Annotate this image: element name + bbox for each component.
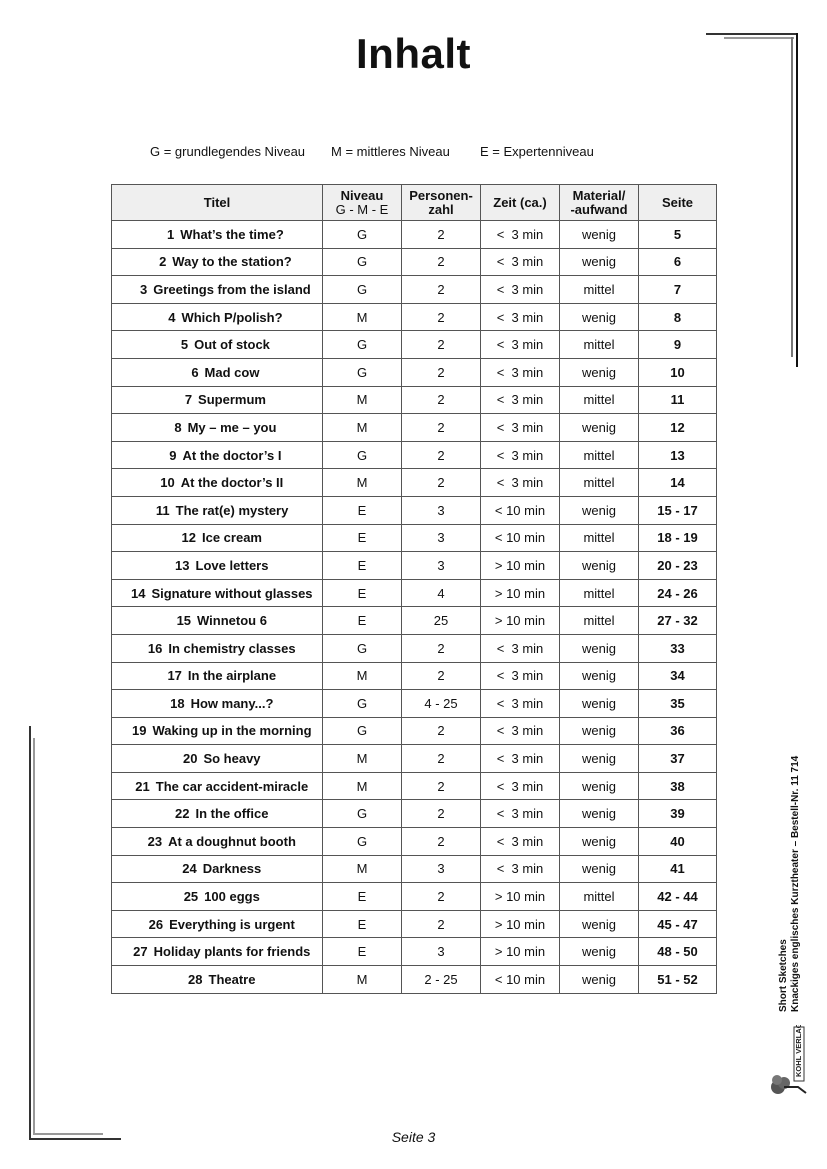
row-number: 1 [167, 226, 175, 242]
cell-personen: 2 [402, 910, 481, 938]
cell-niveau: G [323, 276, 402, 304]
cell-seite: 10 [639, 358, 717, 386]
cell-niveau: M [323, 414, 402, 442]
cell-seite: 51 - 52 [639, 966, 717, 994]
cell-personen: 2 [402, 221, 481, 249]
sketch-title: The rat(e) mystery [175, 502, 289, 518]
row-number: 23 [147, 833, 163, 849]
cell-material: mittel [560, 386, 639, 414]
cell-zeit: < 3 min [481, 717, 560, 745]
sketch-title: Out of stock [194, 337, 270, 353]
cell-material: wenig [560, 745, 639, 773]
cell-niveau: G [323, 221, 402, 249]
table-row [112, 579, 717, 607]
cell-seite: 13 [639, 441, 717, 469]
sketch-title: Darkness [202, 861, 262, 877]
cell-titel [112, 717, 323, 745]
cell-niveau: M [323, 386, 402, 414]
cell-niveau: E [323, 579, 402, 607]
cell-seite: 7 [639, 276, 717, 304]
table-row [112, 855, 717, 883]
row-number: 6 [191, 364, 199, 380]
cell-personen: 2 [402, 717, 481, 745]
cell-zeit: < 3 min [481, 441, 560, 469]
cell-niveau: M [323, 966, 402, 994]
cell-seite: 33 [639, 634, 717, 662]
cell-titel [112, 386, 323, 414]
sketch-title: What’s the time? [180, 226, 284, 242]
cell-material: wenig [560, 303, 639, 331]
cell-niveau: M [323, 745, 402, 773]
table-header-row [112, 185, 717, 221]
cell-titel [112, 469, 323, 497]
sketch-title: Holiday plants for friends [153, 944, 311, 960]
cell-titel [112, 855, 323, 883]
cell-material: mittel [560, 276, 639, 304]
table-row [112, 276, 717, 304]
cell-titel [112, 800, 323, 828]
cell-material: wenig [560, 248, 639, 276]
cell-zeit: > 10 min [481, 579, 560, 607]
cell-zeit: < 10 min [481, 524, 560, 552]
header-material: Material/ -aufwand [560, 185, 639, 221]
cell-zeit: < 3 min [481, 855, 560, 883]
cell-seite: 20 - 23 [639, 552, 717, 580]
row-number: 25 [183, 889, 199, 905]
cell-seite: 37 [639, 745, 717, 773]
cell-zeit: < 3 min [481, 276, 560, 304]
cell-personen: 3 [402, 855, 481, 883]
table-row [112, 331, 717, 359]
sketch-title: In the airplane [187, 668, 277, 684]
row-number: 14 [130, 585, 146, 601]
series-title: Short Sketches [778, 939, 789, 1012]
row-number: 10 [160, 475, 175, 491]
table-row [112, 938, 717, 966]
row-number: 21 [135, 778, 150, 794]
table-row [112, 358, 717, 386]
cell-personen: 2 [402, 634, 481, 662]
cell-seite: 18 - 19 [639, 524, 717, 552]
cell-personen: 2 [402, 248, 481, 276]
cell-material: wenig [560, 358, 639, 386]
cell-zeit: < 10 min [481, 496, 560, 524]
cell-personen: 2 - 25 [402, 966, 481, 994]
cell-personen: 2 [402, 828, 481, 856]
table-row [112, 910, 717, 938]
cell-material: wenig [560, 966, 639, 994]
cell-material: mittel [560, 331, 639, 359]
row-number: 18 [170, 695, 185, 711]
sketch-title: Ice cream [202, 530, 262, 546]
cell-seite: 35 [639, 690, 717, 718]
row-number: 24 [182, 861, 197, 877]
sketch-title: My – me – you [187, 419, 277, 435]
cell-seite: 48 - 50 [639, 938, 717, 966]
cell-personen: 2 [402, 772, 481, 800]
cell-titel [112, 331, 323, 359]
cell-niveau: E [323, 883, 402, 911]
table-row [112, 745, 717, 773]
cell-material: wenig [560, 717, 639, 745]
corner-line-left-dark [29, 726, 31, 1139]
cell-zeit: < 3 min [481, 414, 560, 442]
cell-niveau: E [323, 938, 402, 966]
cell-titel [112, 690, 323, 718]
sketch-title: Waking up in the morning [152, 723, 312, 739]
cell-niveau: G [323, 331, 402, 359]
cell-material: wenig [560, 855, 639, 883]
row-number: 22 [175, 806, 190, 822]
cell-zeit: < 3 min [481, 772, 560, 800]
cell-seite: 11 [639, 386, 717, 414]
cell-seite: 14 [639, 469, 717, 497]
cell-personen: 2 [402, 331, 481, 359]
sketch-title: Supermum [198, 392, 266, 408]
sketch-title: Which P/polish? [181, 309, 283, 325]
row-number: 4 [168, 309, 176, 325]
cell-zeit: > 10 min [481, 938, 560, 966]
row-number: 2 [159, 254, 167, 270]
sketch-title: 100 eggs [204, 889, 260, 905]
cell-zeit: < 3 min [481, 662, 560, 690]
cell-zeit: < 3 min [481, 386, 560, 414]
cell-niveau: G [323, 800, 402, 828]
cell-titel [112, 910, 323, 938]
cell-titel [112, 772, 323, 800]
table-row [112, 717, 717, 745]
cell-personen: 3 [402, 524, 481, 552]
cell-personen: 2 [402, 386, 481, 414]
cell-titel [112, 276, 323, 304]
page-title: Inhalt [356, 30, 471, 77]
cell-titel [112, 441, 323, 469]
row-number: 7 [184, 392, 193, 408]
sketch-title: At the doctor’s II [180, 475, 284, 491]
row-number: 3 [140, 281, 148, 297]
header-zeit: Zeit (ca.) [481, 185, 560, 221]
cell-titel [112, 662, 323, 690]
table-row [112, 966, 717, 994]
table-row [112, 552, 717, 580]
cell-titel [112, 579, 323, 607]
header-personen: Personen- zahl [402, 185, 481, 221]
cell-material: mittel [560, 441, 639, 469]
header-niveau: Niveau G - M - E [323, 185, 402, 221]
cell-personen: 2 [402, 800, 481, 828]
cell-zeit: > 10 min [481, 607, 560, 635]
sketch-title: So heavy [203, 751, 261, 767]
row-number: 11 [155, 502, 170, 518]
cell-titel [112, 938, 323, 966]
cell-personen: 4 - 25 [402, 690, 481, 718]
cell-zeit: > 10 min [481, 883, 560, 911]
cell-titel [112, 634, 323, 662]
cell-zeit: < 3 min [481, 745, 560, 773]
cell-seite: 9 [639, 331, 717, 359]
cell-material: wenig [560, 772, 639, 800]
sketch-title: At a doughnut booth [168, 833, 296, 849]
cell-titel [112, 221, 323, 249]
cell-zeit: < 3 min [481, 634, 560, 662]
table-row [112, 690, 717, 718]
cell-niveau: G [323, 441, 402, 469]
legend-g: G = grundlegendes Niveau [150, 144, 306, 159]
row-number: 16 [147, 640, 163, 656]
cell-zeit: > 10 min [481, 552, 560, 580]
page-number: Seite 3 [391, 1129, 436, 1145]
cell-niveau: G [323, 634, 402, 662]
row-number: 20 [182, 751, 198, 767]
cell-seite: 38 [639, 772, 717, 800]
cell-personen: 2 [402, 303, 481, 331]
cell-material: wenig [560, 496, 639, 524]
cell-personen: 2 [402, 358, 481, 386]
cell-personen: 25 [402, 607, 481, 635]
table-row [112, 524, 717, 552]
cell-niveau: G [323, 248, 402, 276]
svg-text:KOHL VERLAG: KOHL VERLAG [794, 1025, 803, 1077]
cell-material: mittel [560, 607, 639, 635]
cell-titel [112, 883, 323, 911]
cell-seite: 6 [639, 248, 717, 276]
cell-zeit: < 3 min [481, 331, 560, 359]
cell-zeit: < 3 min [481, 469, 560, 497]
sketch-title: Way to the station? [172, 254, 292, 270]
cell-niveau: E [323, 496, 402, 524]
cell-niveau: G [323, 358, 402, 386]
table-row [112, 303, 717, 331]
sketch-title: Love letters [195, 557, 269, 573]
cell-zeit: < 3 min [481, 828, 560, 856]
table-row [112, 248, 717, 276]
cell-seite: 45 - 47 [639, 910, 717, 938]
cell-personen: 3 [402, 938, 481, 966]
cell-niveau: M [323, 469, 402, 497]
legend-m: M = mittleres Niveau [331, 144, 450, 159]
cell-material: wenig [560, 690, 639, 718]
cell-titel [112, 248, 323, 276]
cell-personen: 2 [402, 662, 481, 690]
cell-personen: 2 [402, 745, 481, 773]
cell-seite: 27 - 32 [639, 607, 717, 635]
cell-niveau: E [323, 607, 402, 635]
table-body [112, 221, 717, 994]
cell-material: wenig [560, 938, 639, 966]
cell-seite: 34 [639, 662, 717, 690]
cell-titel [112, 496, 323, 524]
header-titel: Titel [112, 185, 323, 221]
row-number: 5 [180, 337, 189, 353]
cell-zeit: < 3 min [481, 303, 560, 331]
cell-niveau: E [323, 552, 402, 580]
cell-seite: 42 - 44 [639, 883, 717, 911]
cell-material: mittel [560, 883, 639, 911]
cell-niveau: M [323, 662, 402, 690]
cell-titel [112, 828, 323, 856]
publication-info [778, 756, 802, 1012]
contents-table [111, 184, 717, 994]
cell-zeit: < 3 min [481, 800, 560, 828]
cell-material: wenig [560, 800, 639, 828]
table-row [112, 386, 717, 414]
legend-e: E = Expertenniveau [480, 144, 594, 159]
row-number: 17 [167, 668, 182, 684]
table-row [112, 221, 717, 249]
row-number: 26 [148, 916, 164, 932]
tree-logo-icon [768, 1025, 818, 1100]
sketch-title: Winnetou 6 [197, 613, 267, 629]
cell-zeit: < 3 min [481, 248, 560, 276]
cell-seite: 40 [639, 828, 717, 856]
cell-niveau: E [323, 910, 402, 938]
header-seite: Seite [639, 185, 717, 221]
cell-material: mittel [560, 524, 639, 552]
cell-titel [112, 524, 323, 552]
cell-material: wenig [560, 828, 639, 856]
cell-seite: 5 [639, 221, 717, 249]
corner-line-right-light [791, 37, 793, 357]
row-number: 19 [131, 723, 147, 739]
cell-material: wenig [560, 910, 639, 938]
cell-material: wenig [560, 414, 639, 442]
cell-titel [112, 414, 323, 442]
table-row [112, 634, 717, 662]
table-row [112, 772, 717, 800]
cell-zeit: > 10 min [481, 910, 560, 938]
cell-seite: 24 - 26 [639, 579, 717, 607]
cell-material: wenig [560, 662, 639, 690]
table-row [112, 662, 717, 690]
row-number: 15 [176, 613, 192, 629]
sketch-title: In the office [195, 806, 269, 822]
cell-personen: 2 [402, 469, 481, 497]
row-number: 27 [133, 944, 148, 960]
cell-niveau: E [323, 524, 402, 552]
row-number: 12 [181, 530, 196, 546]
cell-seite: 8 [639, 303, 717, 331]
cell-niveau: M [323, 303, 402, 331]
table-row [112, 496, 717, 524]
corner-line-left-light [33, 738, 35, 1135]
sketch-title: How many...? [190, 695, 274, 711]
cell-personen: 4 [402, 579, 481, 607]
cell-titel [112, 303, 323, 331]
cell-titel [112, 607, 323, 635]
cell-niveau: M [323, 855, 402, 883]
cell-personen: 2 [402, 441, 481, 469]
table-row [112, 883, 717, 911]
cell-titel [112, 358, 323, 386]
cell-zeit: < 3 min [481, 690, 560, 718]
cell-personen: 3 [402, 552, 481, 580]
cell-seite: 39 [639, 800, 717, 828]
sketch-title: Mad cow [204, 364, 260, 380]
publisher-logo [768, 1025, 818, 1100]
table-row [112, 469, 717, 497]
cell-seite: 36 [639, 717, 717, 745]
cell-zeit: < 3 min [481, 358, 560, 386]
book-subtitle-order-number: Knackiges englisches Kurztheater – Bestell-Nr. 11 714 [790, 755, 801, 1012]
sketch-title: In chemistry classes [168, 640, 296, 656]
cell-zeit: < 10 min [481, 966, 560, 994]
cell-titel [112, 966, 323, 994]
table-row [112, 414, 717, 442]
cell-titel [112, 745, 323, 773]
cell-material: wenig [560, 634, 639, 662]
row-number: 28 [188, 971, 203, 987]
cell-niveau: G [323, 690, 402, 718]
table-row [112, 441, 717, 469]
sketch-title: Greetings from the island [153, 281, 311, 297]
cell-seite: 12 [639, 414, 717, 442]
cell-material: mittel [560, 469, 639, 497]
table-row [112, 607, 717, 635]
cell-niveau: G [323, 717, 402, 745]
cell-material: wenig [560, 552, 639, 580]
sketch-title: Everything is urgent [169, 916, 295, 932]
cell-niveau: M [323, 772, 402, 800]
cell-personen: 2 [402, 276, 481, 304]
table-row [112, 828, 717, 856]
cell-material: mittel [560, 579, 639, 607]
row-number: 8 [174, 419, 182, 435]
sketch-title: Theatre [208, 971, 256, 987]
cell-seite: 15 - 17 [639, 496, 717, 524]
sketch-title: The car accident-miracle [155, 778, 309, 794]
sketch-title: Signature without glasses [151, 585, 313, 601]
cell-personen: 2 [402, 883, 481, 911]
cell-personen: 2 [402, 414, 481, 442]
table-row [112, 800, 717, 828]
corner-line-right-dark [796, 33, 798, 367]
cell-zeit: < 3 min [481, 221, 560, 249]
cell-niveau: G [323, 828, 402, 856]
cell-material: wenig [560, 221, 639, 249]
row-number: 13 [175, 557, 190, 573]
sketch-title: At the doctor’s I [182, 447, 282, 463]
row-number: 9 [169, 447, 177, 463]
cell-titel [112, 552, 323, 580]
cell-seite: 41 [639, 855, 717, 883]
cell-personen: 3 [402, 496, 481, 524]
